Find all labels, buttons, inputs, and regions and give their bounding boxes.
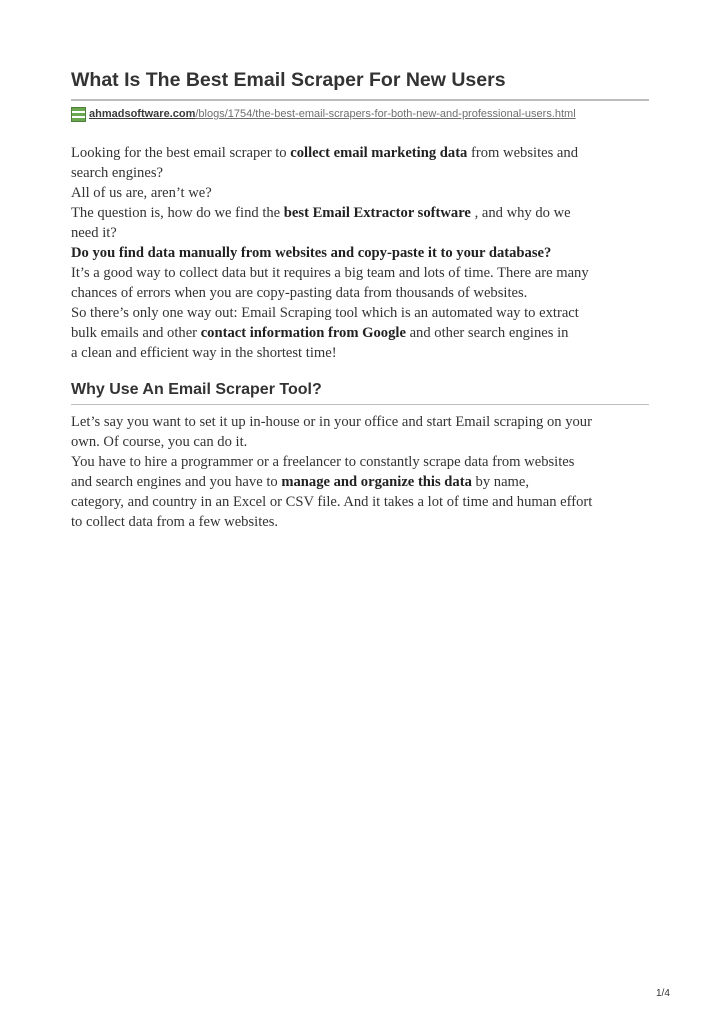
article-title: What Is The Best Email Scraper For New Users — [71, 69, 506, 91]
bold-phrase: contact information from Google — [200, 325, 406, 341]
section-line: category, and country in an Excel or CSV file. And it takes a lot of time and human effort — [71, 494, 593, 510]
section-line: to collect data from a few websites. — [71, 514, 279, 530]
intro-line: chances of errors when you are copy-pasting data from thousands of websites. — [71, 285, 528, 301]
intro-line: The question is, how do we find the best Email Extractor software , and why do we — [71, 205, 571, 221]
section-line: You have to hire a programmer or a freelancer to constantly scrape data from websites — [71, 454, 575, 470]
source-link[interactable] — [89, 108, 576, 120]
section-line: and search engines and you have to manage and organize this data by name, — [71, 474, 530, 490]
intro-line: Looking for the best email scraper to collect email marketing data from websites and — [71, 145, 579, 161]
intro-line: It’s a good way to collect data but it requires a big team and lots of time. There are many — [71, 265, 589, 281]
intro-line: need it? — [71, 225, 117, 241]
section-divider — [71, 404, 649, 405]
section-line: own. Of course, you can do it. — [71, 434, 248, 450]
intro-line: All of us are, aren’t we? — [71, 185, 212, 201]
page-number: 1/4 — [656, 988, 670, 999]
section-line: Let’s say you want to set it up in-house or in your office and start Email scraping on your — [71, 414, 592, 430]
intro-line: bulk emails and other contact information from Google and other search engines in — [71, 325, 569, 341]
bold-phrase: collect email marketing data — [290, 145, 468, 161]
source-path: /blogs/1754/the-best-email-scrapers-for-both-new-and-professional-users.html — [195, 108, 576, 120]
section-paragraph — [71, 412, 649, 532]
source-line — [71, 106, 576, 122]
intro-line: So there’s only one way out: Email Scraping tool which is an automated way to extract — [71, 305, 579, 321]
intro-line: a clean and efficient way in the shortest time! — [71, 345, 337, 361]
bold-question: Do you find data manually from websites and copy-paste it to your database? — [71, 245, 552, 261]
title-divider — [71, 99, 649, 101]
section-heading: Why Use An Email Scraper Tool? — [71, 381, 322, 398]
intro-paragraph — [71, 143, 649, 363]
bold-phrase: manage and organize this data — [281, 474, 472, 490]
site-favicon-icon — [71, 107, 86, 122]
intro-line: search engines? — [71, 165, 163, 181]
source-domain: ahmadsoftware.com — [89, 108, 196, 120]
bold-phrase: best Email Extractor software — [283, 205, 471, 221]
